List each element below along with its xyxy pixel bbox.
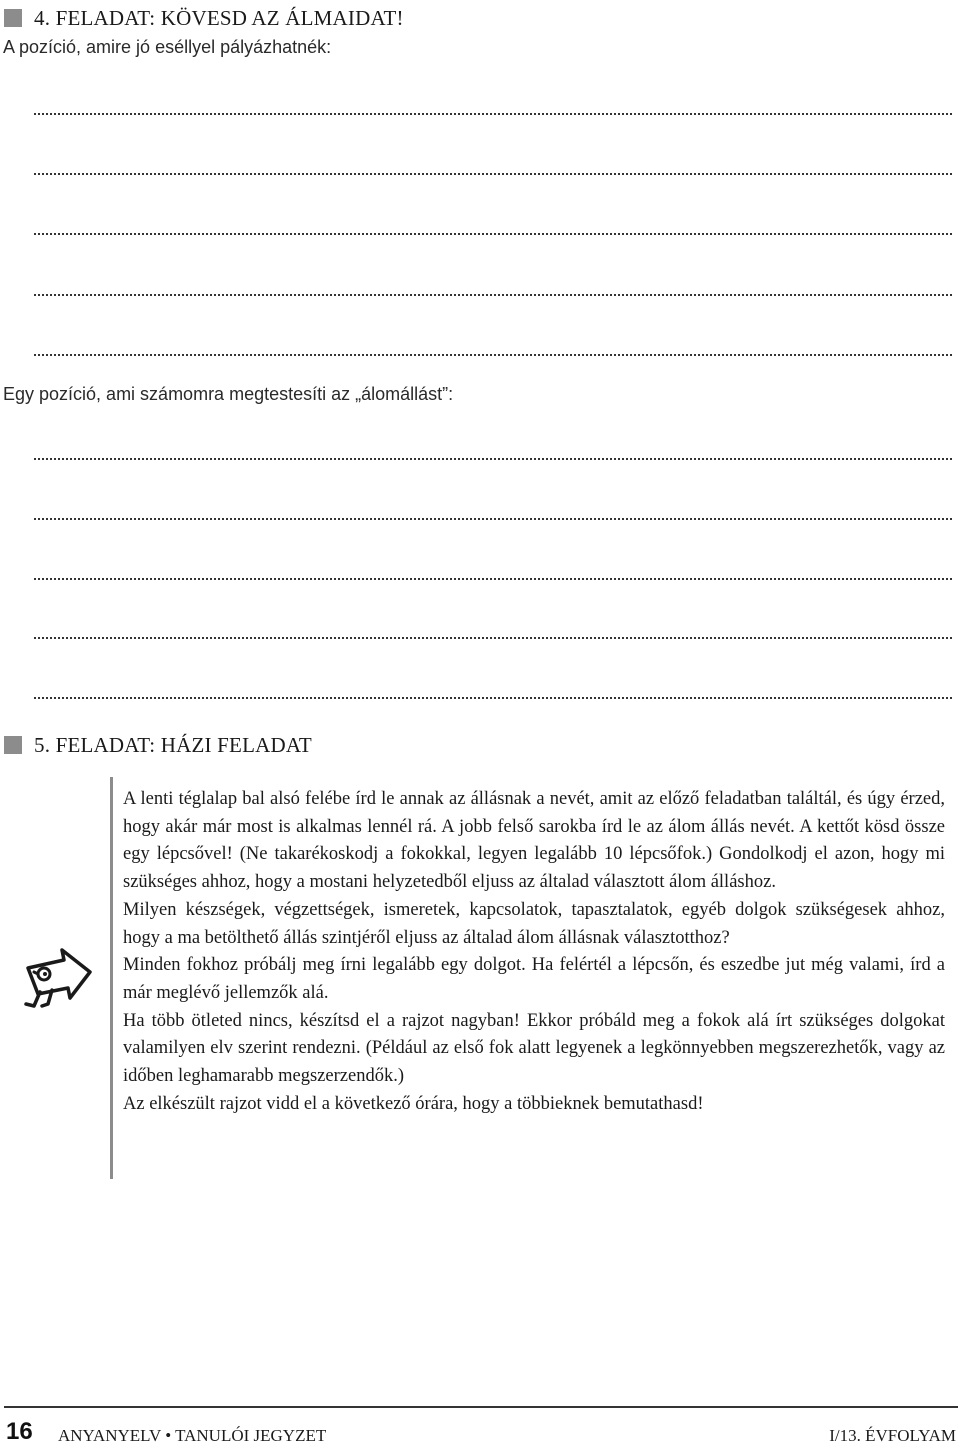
answer-line-2[interactable] bbox=[34, 173, 952, 175]
answer-line-5[interactable] bbox=[34, 354, 952, 356]
answer-line-7[interactable] bbox=[34, 518, 952, 520]
task4-heading bbox=[4, 5, 404, 31]
homework-paragraph-2: Milyen készségek, végzettségek, ismeretek, kapcsolatok, tapasztalatok, egyéb dolgok szükségesek ahhoz, hogy a ma betölthető állás szintjéről eljuss az általad álom állásnak választotthoz? bbox=[123, 899, 945, 948]
task5-heading-text: 5. FELADAT: HÁZI FELADAT bbox=[34, 732, 312, 757]
heading-bullet-square bbox=[4, 736, 22, 754]
homework-paragraph-3: Minden fokhoz próbálj meg írni legalább egy dolgot. Ha felértél a lépcsőn, és eszedbe jut még valami, írd a már meglévő jellemzők alá. bbox=[123, 955, 945, 1003]
footer-title: ANYANYELV • TANULÓI JEGYZET bbox=[58, 1426, 327, 1445]
answer-line-10[interactable] bbox=[34, 697, 952, 699]
answer-line-9[interactable] bbox=[34, 637, 952, 639]
homework-paragraph-5: Az elkészült rajzot vidd el a következő órára, hogy a többieknek bemutathasd! bbox=[123, 1093, 704, 1114]
footer-divider bbox=[4, 1406, 958, 1408]
footer-grade: I/13. ÉVFOLYAM bbox=[829, 1426, 956, 1445]
homework-paragraph-1: A lenti téglalap bal alsó felébe írd le annak az állásnak a nevét, amit az előző feladatban találtál, és úgy érzed, hogy akár már most is alkalmas lennél rá. A jobb felső sarokba írd le az álom állás nevét. A kettőt kösd össze egy lépcsővel! (Ne takarékoskodj a fokokkal, legyen legalább 10 lépcsőfok.) Gondolkodj el azon, hogy mi szükséges ahhoz, hogy a mostani helyzetedből eljuss az általad választott álom álláshoz. bbox=[123, 789, 945, 893]
homework-margin-rule bbox=[110, 777, 113, 1179]
answer-line-6[interactable] bbox=[34, 458, 952, 460]
answer-line-1[interactable] bbox=[34, 113, 952, 115]
task4-heading-text: 4. FELADAT: KÖVESD AZ ÁLMAIDAT! bbox=[34, 5, 404, 30]
answer-line-8[interactable] bbox=[34, 578, 952, 580]
homework-pointer-icon bbox=[22, 946, 92, 1010]
homework-instructions bbox=[123, 786, 945, 1118]
task4-prompt-1: A pozíció, amire jó eséllyel pályázhatnék: bbox=[3, 37, 332, 57]
task5-heading bbox=[4, 732, 312, 758]
heading-bullet-square bbox=[4, 9, 22, 27]
homework-paragraph-4: Ha több ötleted nincs, készítsd el a rajzot nagyban! Ekkor próbáld meg a fokok alá írt szükséges dolgokat valamilyen elv szerint rendezni. (Például az első fok alatt legyenek a legkönnyebben megszerezhetők, vagy az időben leghamarabb megszerzendők.) bbox=[123, 1010, 945, 1087]
answer-line-4[interactable] bbox=[34, 294, 952, 296]
task4-prompt-2: Egy pozíció, ami számomra megtestesíti az „álomállást”: bbox=[3, 384, 454, 404]
answer-line-3[interactable] bbox=[34, 233, 952, 235]
page-number: 16 bbox=[6, 1418, 33, 1445]
